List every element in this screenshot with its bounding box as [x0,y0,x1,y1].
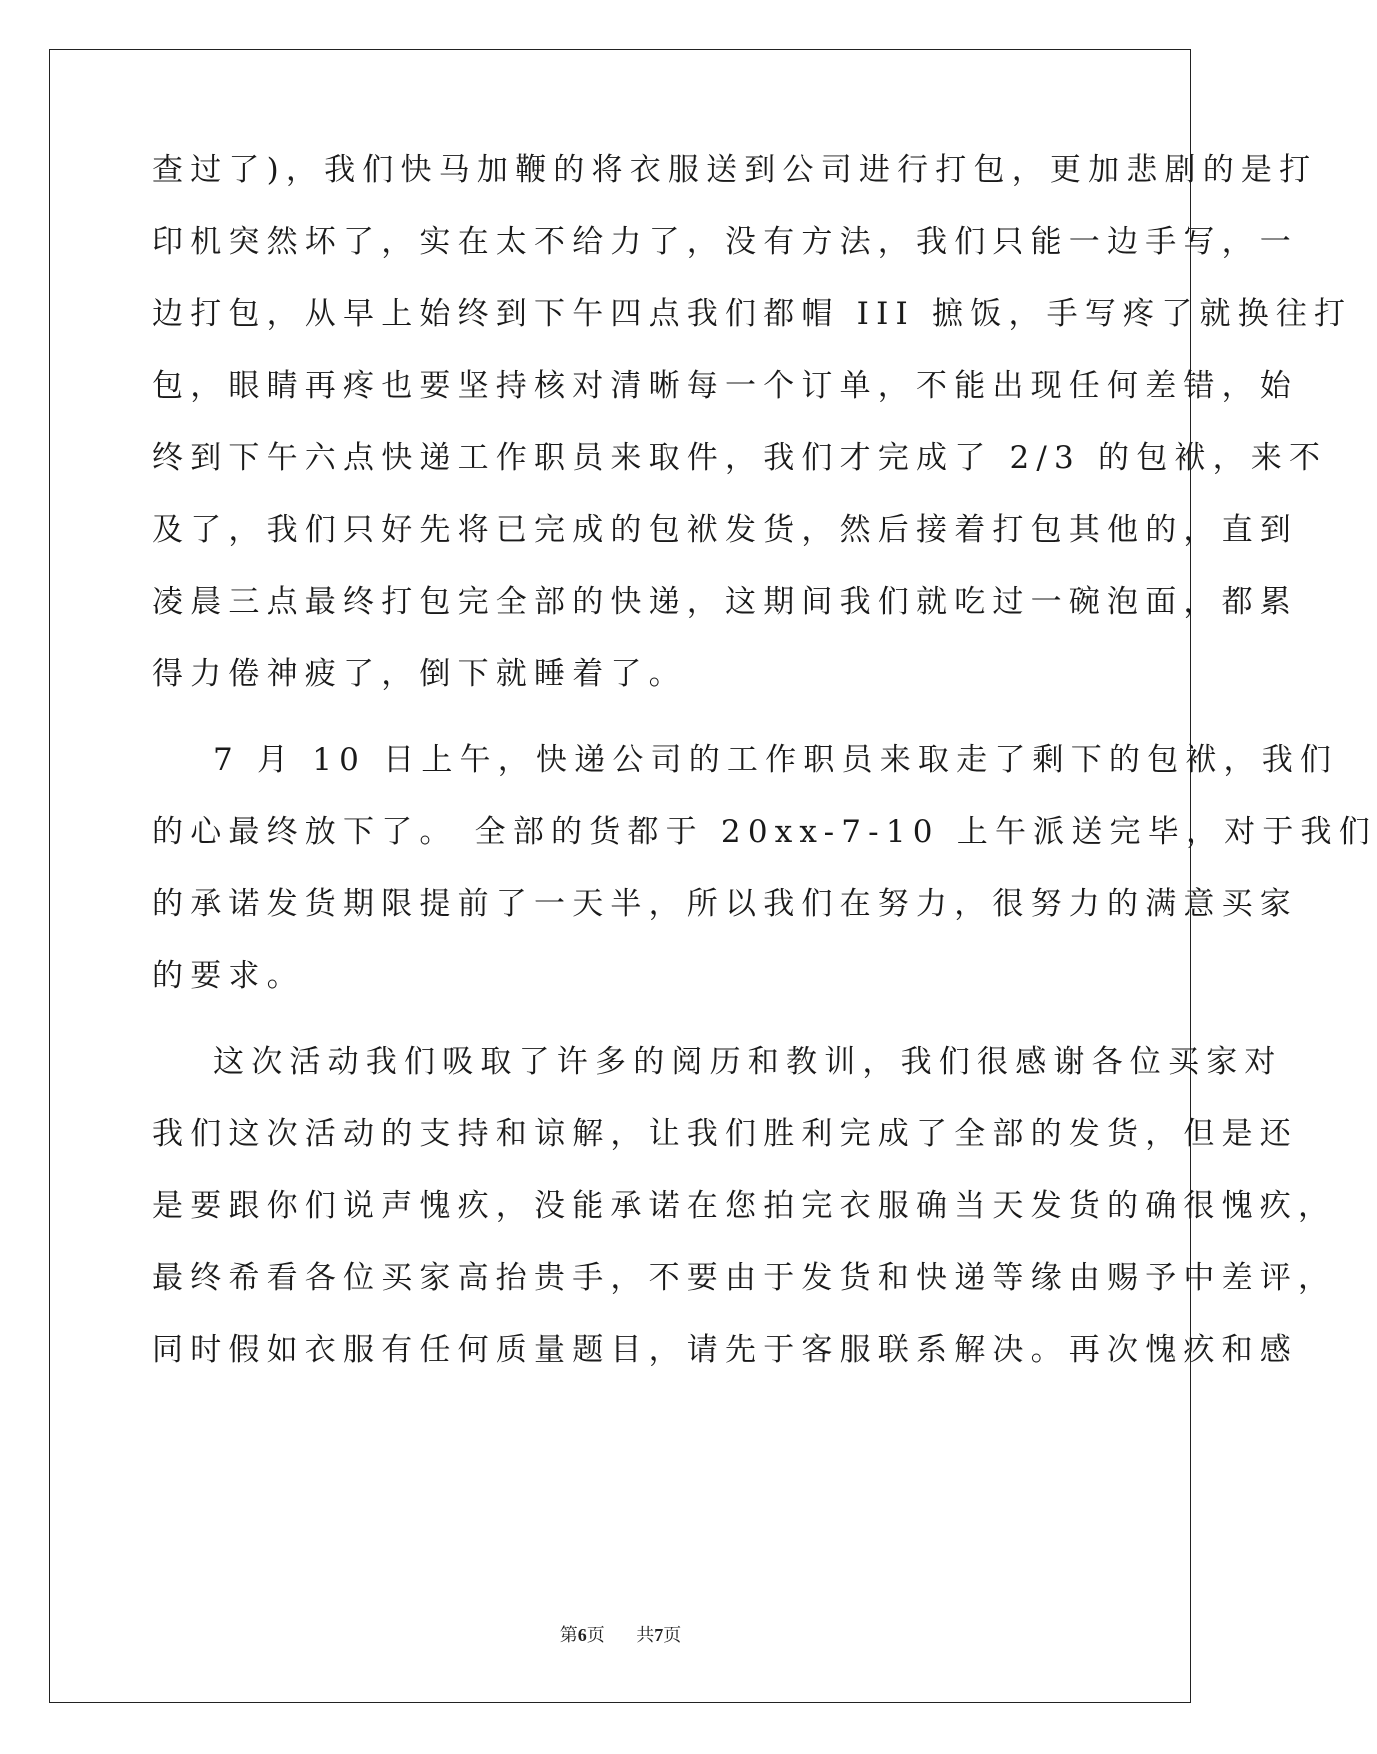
text-line: 同时假如衣服有任何质量题目，请先于客服联系解决。再次愧疚和感 [152,1332,1298,1368]
page-prefix: 第 [559,1625,578,1646]
text-line: 及了，我们只好先将已完成的包袱发货，然后接着打包其他的，直到 [152,512,1298,548]
text-line: 印机突然坏了，实在太不给力了，没有方法，我们只能一边手写，一 [152,224,1298,260]
text-line: 终到下午六点快递工作职员来取件，我们才完成了 2/3 的包袱，来不 [152,440,1328,476]
text-line: 这次活动我们吸取了许多的阅历和教训，我们很感谢各位买家对 [213,1044,1283,1080]
total-pages [636,1621,681,1647]
total-count: 7 [654,1625,664,1645]
current-page: 6 [577,1625,587,1645]
page-footer [0,1621,1241,1647]
text-line: 查过了)，我们快马加鞭的将衣服送到公司进行打包，更加悲剧的是打 [152,152,1318,188]
total-suffix: 页 [663,1625,682,1646]
text-line: 得力倦神疲了，倒下就睡着了。 [152,656,687,692]
page-number [560,1621,605,1647]
text-line: 边打包，从早上始终到下午四点我们都帽 III 摭饭，手写疼了就换往打 [152,296,1353,332]
total-prefix: 共 [636,1625,655,1646]
text-line: 的承诺发货期限提前了一天半，所以我们在努力，很努力的满意买家 [152,886,1298,922]
page-suffix: 页 [586,1625,605,1646]
text-line: 凌晨三点最终打包完全部的快递，这期间我们就吃过一碗泡面，都累 [152,584,1298,620]
text-line: 的心最终放下了。 全部的货都于 20xx-7-10 上午派送完毕，对于我们 [152,814,1377,850]
text-line: 我们这次活动的支持和谅解，让我们胜利完成了全部的发货，但是还 [152,1116,1298,1152]
text-line: 7 月 10 日上午，快递公司的工作职员来取走了剩下的包袱，我们 [213,742,1339,778]
text-line: 的要求。 [152,958,305,994]
text-line: 是要跟你们说声愧疚，没能承诺在您拍完衣服确当天发货的确很愧疚， [152,1188,1337,1224]
text-line: 包，眼睛再疼也要坚持核对清晰每一个订单，不能出现任何差错，始 [152,368,1298,404]
text-line: 最终希看各位买家高抬贵手，不要由于发货和快递等缘由赐予中差评， [152,1260,1337,1296]
